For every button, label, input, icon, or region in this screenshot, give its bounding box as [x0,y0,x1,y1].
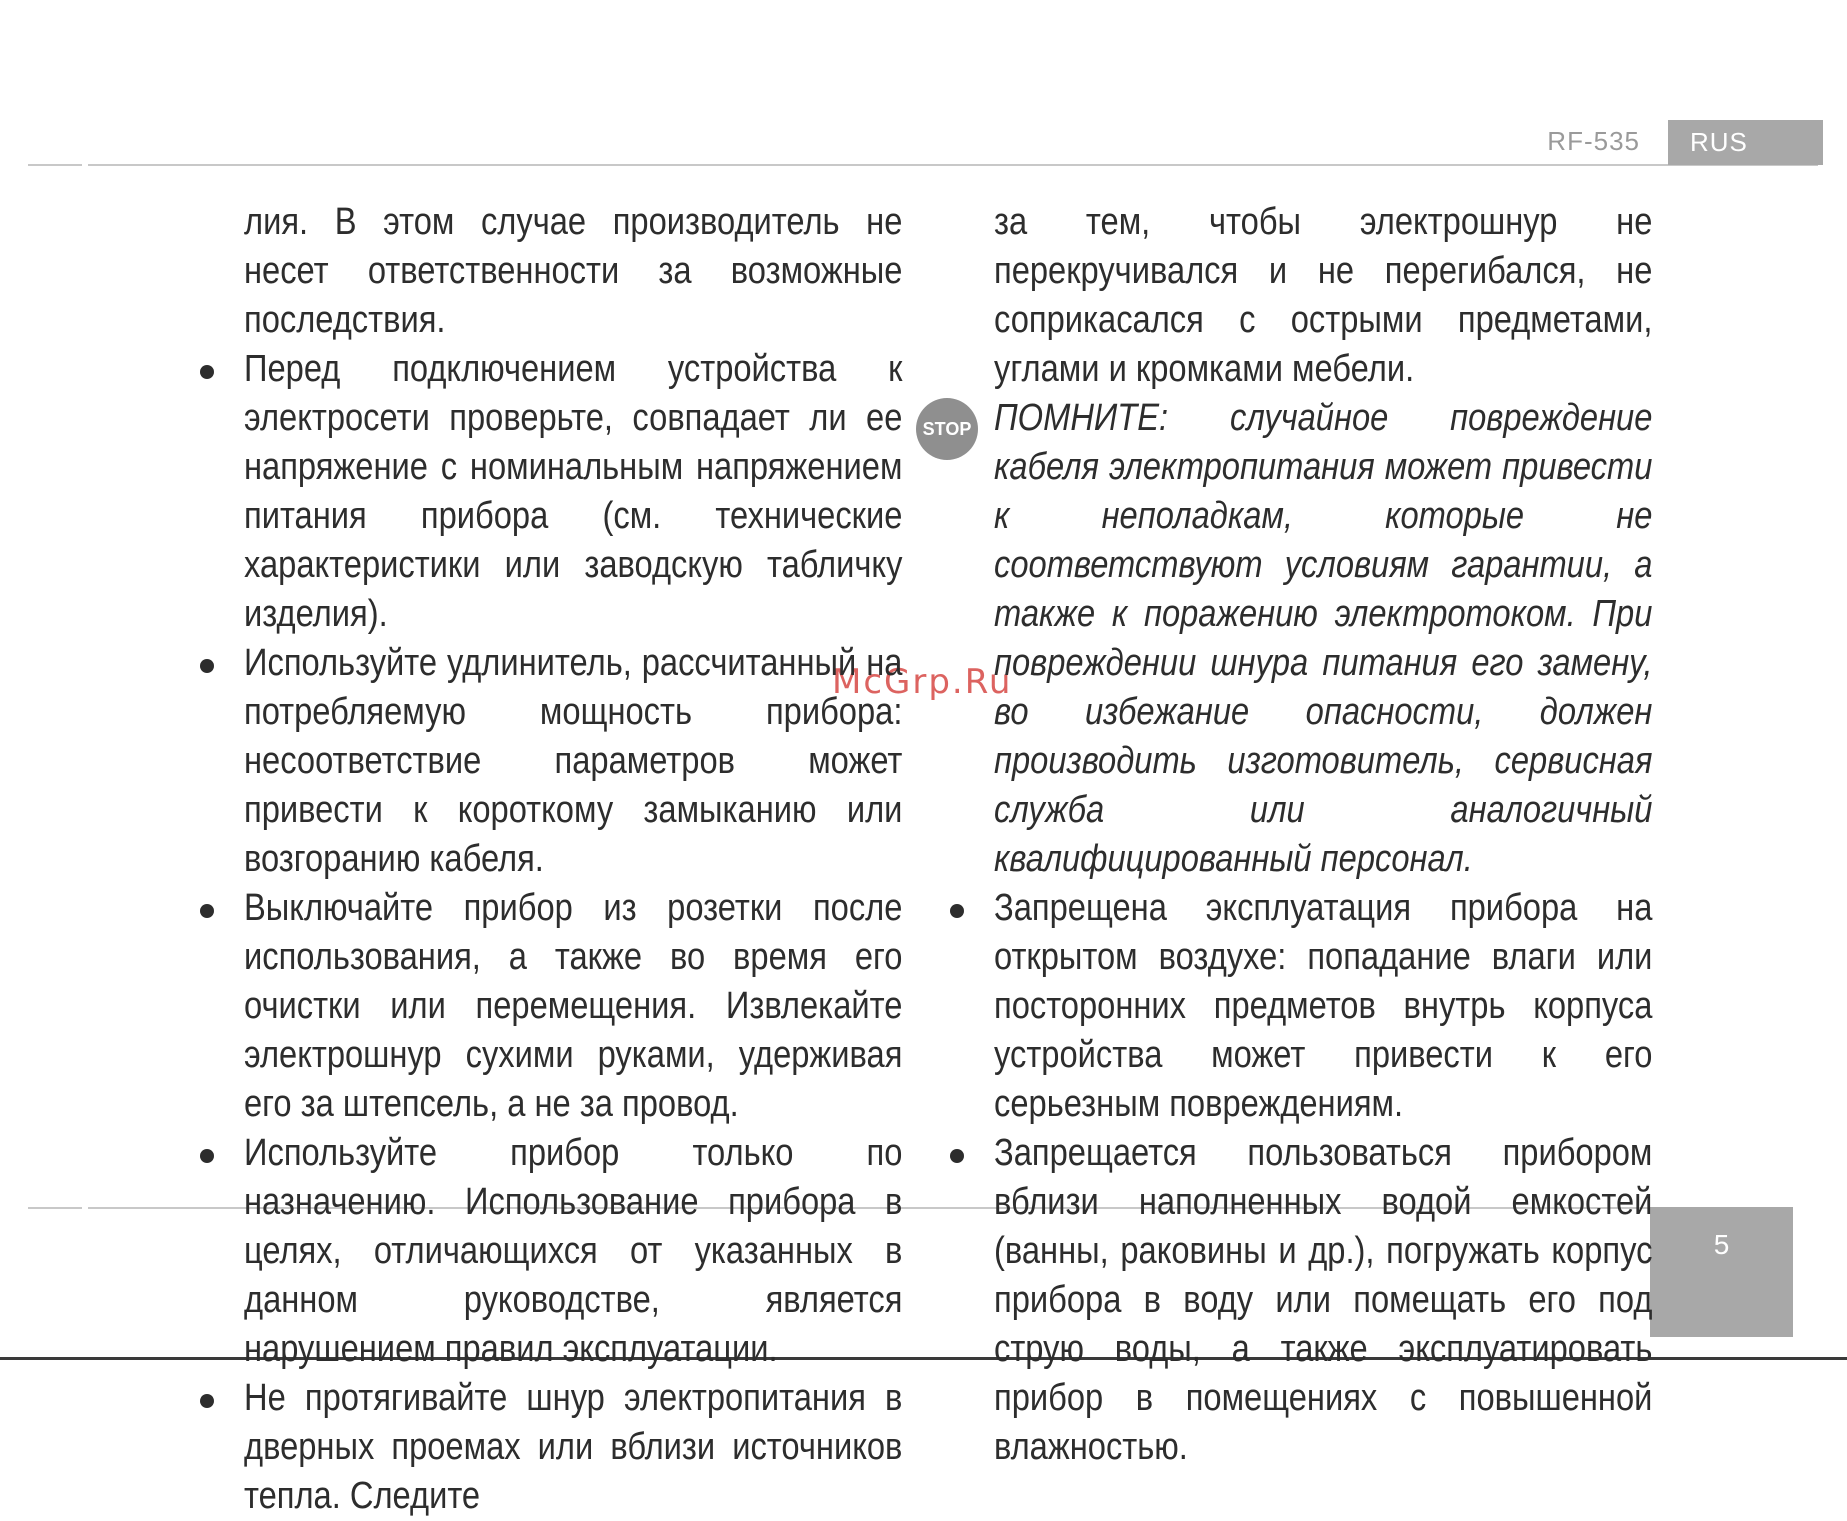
bullet-icon [200,904,214,918]
list-item [244,1374,904,1521]
list-item [244,884,904,1129]
list-item [994,884,1654,1129]
bullet-icon [200,659,214,673]
bullet-icon [950,904,964,918]
list-item-text: Запрещена эксплуатация прибора на открытом воздухе: попадание влаги или посторонних предметов внутрь корпуса устройства может привести к его серьезным повреждениям. [994,887,1653,1125]
language-tab: RUS [1668,120,1823,165]
list-item-text: Запрещается пользоваться прибором вблизи наполненных водой емкостей (ванны, раковины и др.), погружать корпус прибора в воду или помещать его под струю воды, а также эксплуатировать прибор в помещениях с повышенной влажностью. [994,1132,1653,1468]
model-number: RF-535 [1547,126,1640,156]
left-column [244,198,904,1521]
list-item-text: Выключайте прибор из розетки после использования, а также во время его очистки или перемещения. Извлекайте электрошнур сухими руками, удерживая его за штепсель, а не за провод. [244,887,903,1125]
continuation-text: лия. В этом случае производитель не несет ответственности за возможные последствия. [244,201,903,341]
list-item-text: Перед подключением устройства к электросети проверьте, совпадает ли ее напряжение с номинальным напряжением питания прибора (см. технические характеристики или заводскую табличку изделия). [244,348,903,635]
list-item [994,1129,1654,1472]
watermark: McGrp.Ru [832,662,1013,702]
page-number: 5 [1650,1207,1793,1337]
bullet-icon [200,365,214,379]
stop-icon: STOP [916,398,978,460]
bullet-icon [950,1149,964,1163]
bullet-icon [200,1149,214,1163]
list-item [244,639,904,884]
list-item-text: Используйте удлинитель, рассчитанный на потребляемую мощность прибора: несоответствие параметров может привести к короткому замыканию или возгоранию кабеля. [244,642,903,880]
list-item-text: Используйте прибор только по назначению. Использование прибора в целях, отличающихся от указанных в данном руководстве, является нарушением правил эксплуатации. [244,1132,903,1370]
list-item [244,1129,904,1374]
continuation-text: за тем, чтобы электрошнур не перекручивался и не перегибался, не соприкасался с острыми предметами, углами и кромками мебели. [994,201,1653,390]
header-rule-left [28,164,82,166]
list-item [244,345,904,639]
header-rule [88,164,1818,166]
warning-text: ПОМНИТЕ: случайное повреждение кабеля электропитания может привести к неполадкам, которые не соответствуют условиям гарантии, а также к поражению электротоком. При повреждении шнура питания его замену, во избежание опасности, должен производить изготовитель, сервисная служба или аналогичный квалифицированный персонал. [994,397,1653,880]
bullet-icon [200,1394,214,1408]
footer-rule-left [28,1207,82,1209]
list-item-text: Не протягивайте шнур электропитания в дверных проемах или вблизи источников тепла. Следите [244,1377,903,1517]
